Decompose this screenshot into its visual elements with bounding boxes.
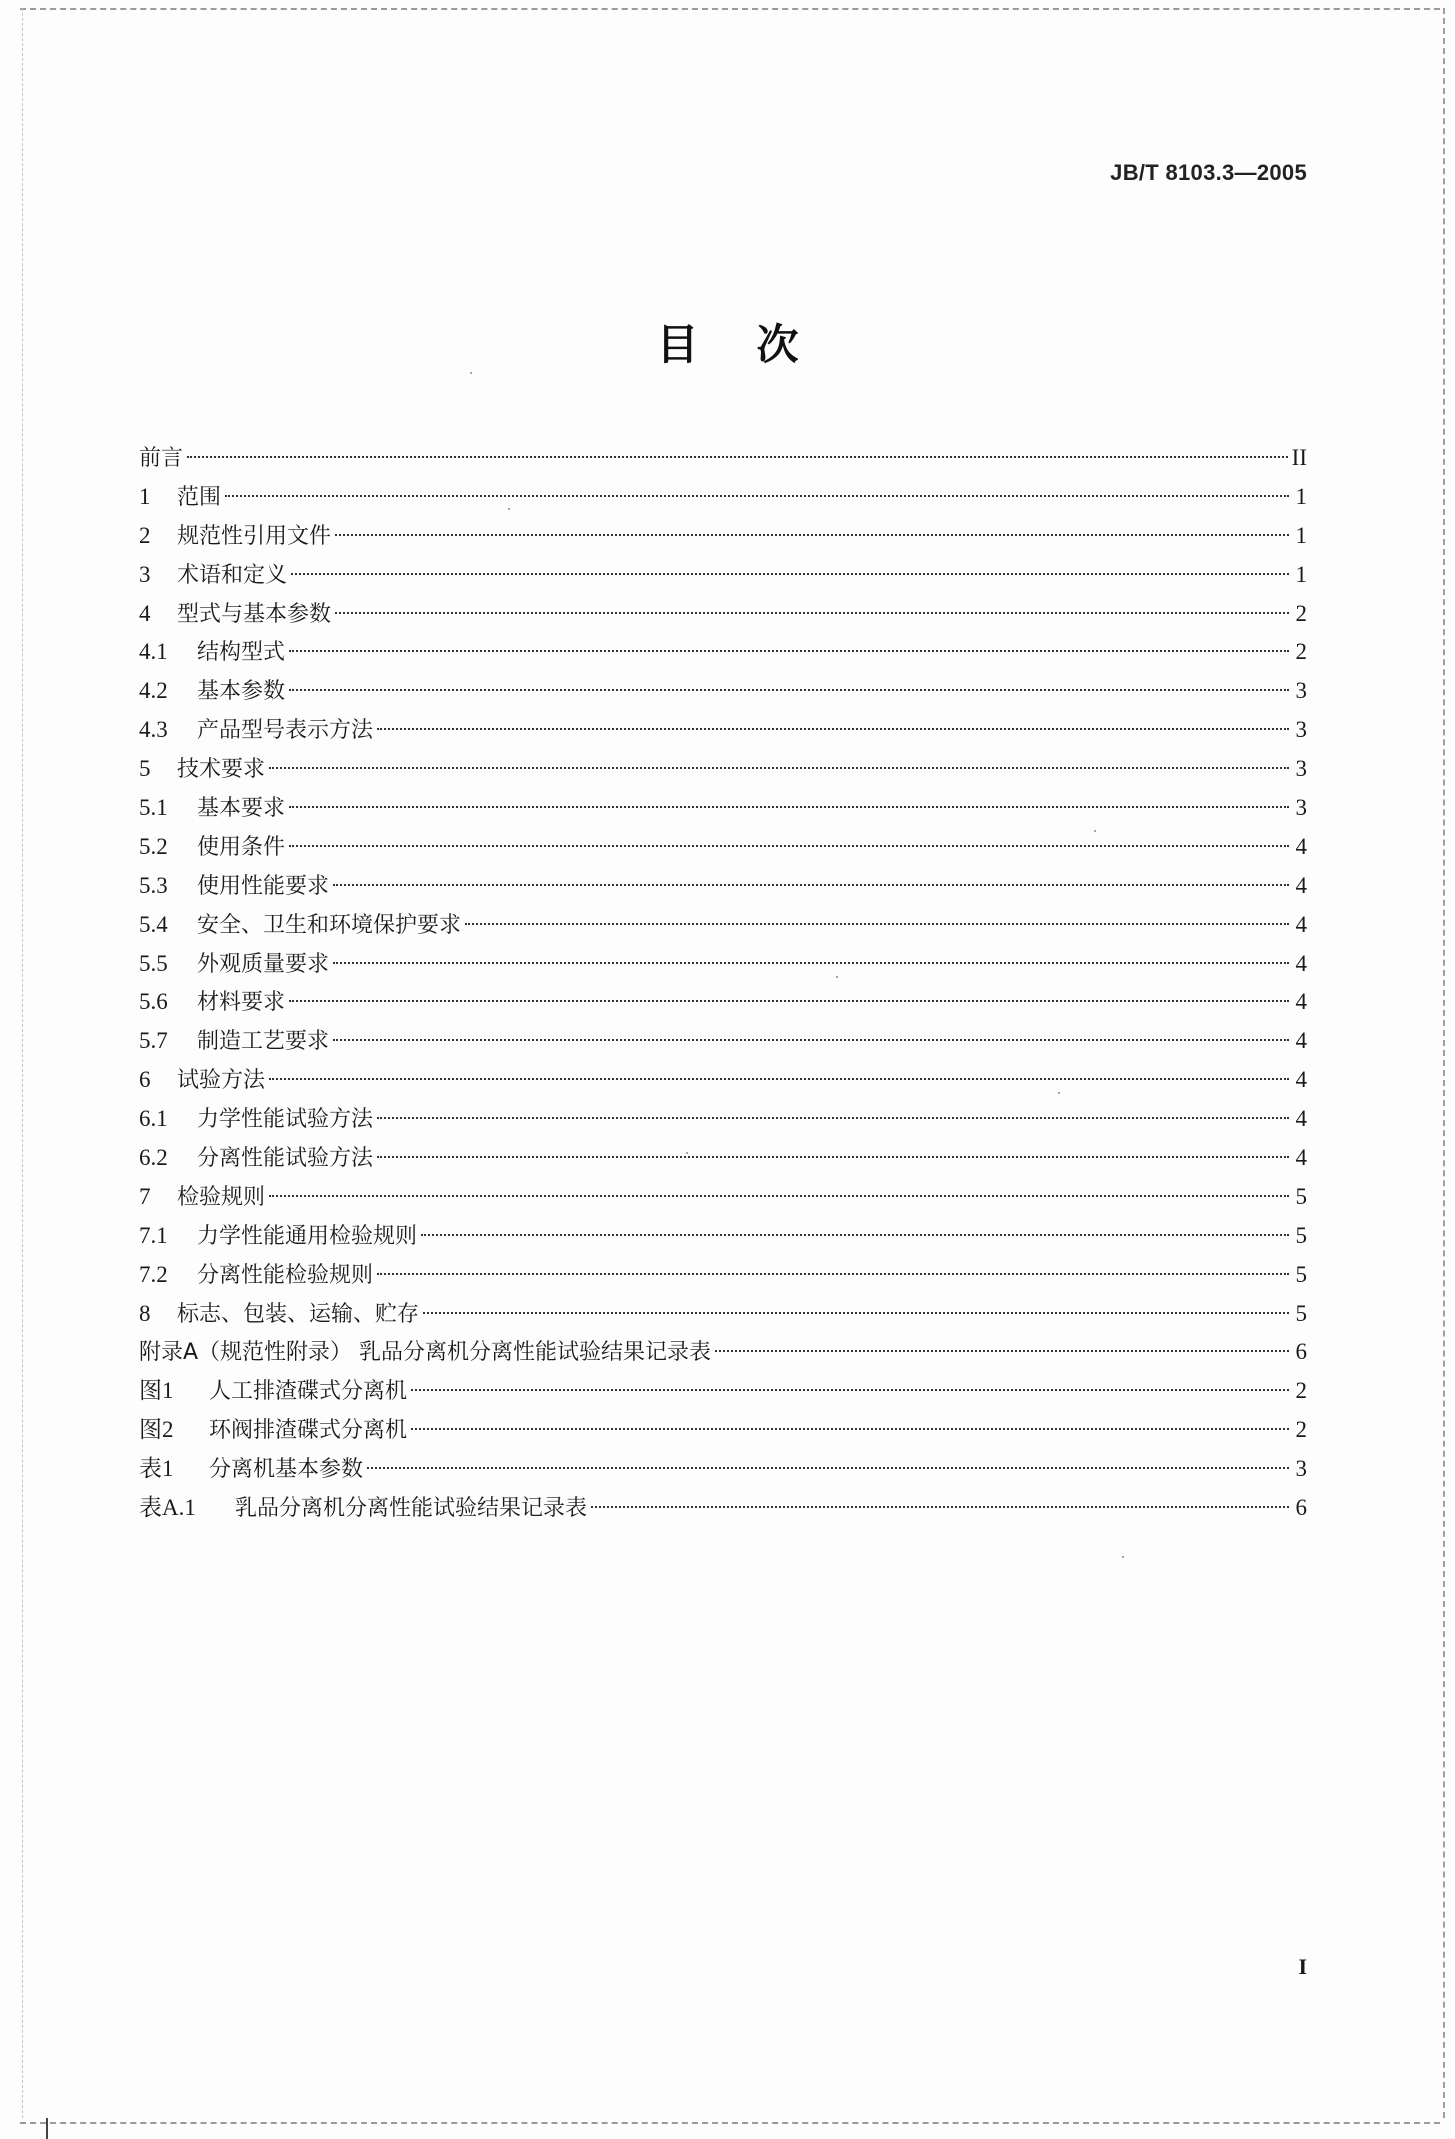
table-of-contents — [139, 439, 1307, 1528]
toc-entry-label: 产品型号表示方法 — [197, 718, 374, 744]
toc-entry-page: 6 — [1295, 1495, 1307, 1521]
toc-entry[interactable] — [139, 1333, 1307, 1372]
toc-entry-page: 4 — [1295, 833, 1307, 859]
toc-entry-number: 7.1 — [139, 1222, 168, 1248]
toc-leader-dots — [187, 456, 1288, 458]
toc-entry-label: 安全、卫生和环境保护要求 — [197, 912, 462, 938]
toc-entry-label: 材料要求 — [197, 990, 286, 1016]
toc-entry-number: 4 — [139, 600, 151, 626]
toc-entry-number: 4.2 — [139, 678, 168, 704]
toc-entry-label: 力学性能通用检验规则 — [197, 1223, 418, 1249]
toc-entry-number: 1 — [139, 483, 151, 509]
toc-entry-label: 范围 — [177, 484, 222, 510]
toc-entry-number: 6 — [139, 1067, 151, 1093]
scan-speck — [1122, 1556, 1124, 1558]
toc-entry[interactable] — [139, 1022, 1307, 1061]
toc-leader-dots — [333, 884, 1289, 886]
toc-entry-page: 1 — [1295, 561, 1307, 587]
toc-leader-dots — [715, 1350, 1289, 1352]
toc-entry-number: 5.3 — [139, 872, 168, 898]
toc-entry-number: 4.1 — [139, 639, 168, 665]
toc-entry-page: 3 — [1295, 756, 1307, 782]
toc-entry[interactable] — [139, 1178, 1307, 1217]
toc-leader-dots — [289, 689, 1289, 691]
scan-speck — [470, 372, 472, 374]
toc-entry-label: 分离性能试验方法 — [197, 1146, 374, 1172]
toc-leader-dots — [465, 923, 1289, 925]
page-number: I — [1298, 1954, 1307, 1979]
toc-leader-dots — [289, 1000, 1289, 1002]
crop-mark — [46, 2118, 48, 2139]
toc-entry-label: 制造工艺要求 — [197, 1029, 330, 1055]
toc-entry-number: 7 — [139, 1183, 151, 1209]
toc-entry-number: 7.2 — [139, 1261, 168, 1287]
toc-entry-label: 检验规则 — [177, 1184, 266, 1210]
toc-entry-label: 环阀排渣碟式分离机 — [209, 1418, 408, 1444]
toc-entry-page: 3 — [1295, 678, 1307, 704]
toc-entry-label: 使用条件 — [197, 834, 286, 860]
toc-entry-number: 图1 — [139, 1378, 174, 1404]
toc-entry[interactable] — [139, 1372, 1307, 1411]
toc-entry[interactable] — [139, 439, 1307, 478]
toc-leader-dots — [591, 1506, 1289, 1508]
toc-entry-page: 5 — [1295, 1222, 1307, 1248]
toc-leader-dots — [269, 767, 1289, 769]
toc-entry[interactable] — [139, 672, 1307, 711]
toc-leader-dots — [269, 1078, 1289, 1080]
toc-entry-number: 5.4 — [139, 911, 168, 937]
toc-entry-label: 结构型式 — [197, 640, 286, 666]
toc-entry[interactable] — [139, 1217, 1307, 1256]
toc-entry[interactable] — [139, 1139, 1307, 1178]
toc-entry-page: 2 — [1295, 1378, 1307, 1404]
toc-entry-label: 前言 — [139, 446, 184, 471]
toc-entry-label: 外观质量要求 — [197, 951, 330, 977]
toc-entry[interactable] — [139, 1295, 1307, 1334]
toc-leader-dots — [335, 612, 1289, 614]
toc-entry-page: 4 — [1295, 1028, 1307, 1054]
toc-entry-number: 表1 — [139, 1456, 174, 1482]
toc-entry-label: 基本要求 — [197, 796, 286, 822]
toc-entry-label: 人工排渣碟式分离机 — [209, 1379, 408, 1405]
toc-entry-number: 图2 — [139, 1417, 174, 1443]
toc-entry-page: 5 — [1295, 1300, 1307, 1326]
toc-entry-label: 技术要求 — [177, 757, 266, 783]
toc-entry-label: 基本参数 — [197, 679, 286, 705]
toc-entry-page: 5 — [1295, 1183, 1307, 1209]
toc-leader-dots — [289, 845, 1289, 847]
toc-leader-dots — [225, 495, 1289, 497]
toc-entry[interactable] — [139, 633, 1307, 672]
toc-entry-label: 试验方法 — [177, 1068, 266, 1094]
toc-leader-dots — [367, 1467, 1289, 1469]
toc-entry-number: 5.7 — [139, 1028, 168, 1054]
toc-entry[interactable] — [139, 517, 1307, 556]
toc-entry-page: 3 — [1295, 1456, 1307, 1482]
toc-leader-dots — [333, 1039, 1289, 1041]
toc-entry-number: 3 — [139, 561, 151, 587]
toc-entry-label: 分离机基本参数 — [209, 1457, 364, 1483]
toc-entry-page: 2 — [1295, 639, 1307, 665]
toc-entry-label: 乳品分离机分离性能试验结果记录表 — [235, 1496, 588, 1522]
toc-entry-page: 4 — [1295, 950, 1307, 976]
toc-entry-label: 力学性能试验方法 — [197, 1107, 374, 1133]
toc-entry-page: 1 — [1295, 483, 1307, 509]
toc-leader-dots — [377, 1273, 1289, 1275]
standard-code: JB/T 8103.3—2005 — [1110, 160, 1307, 185]
toc-entry-label: 规范性引用文件 — [177, 523, 332, 549]
toc-leader-dots — [411, 1428, 1289, 1430]
toc-entry-number: 5.6 — [139, 989, 168, 1015]
toc-entry[interactable] — [139, 595, 1307, 634]
toc-entry[interactable] — [139, 1411, 1307, 1450]
toc-entry-page: 4 — [1295, 989, 1307, 1015]
toc-entry[interactable] — [139, 1489, 1307, 1528]
toc-leader-dots — [333, 962, 1289, 964]
toc-entry-number: 4.3 — [139, 717, 168, 743]
toc-leader-dots — [377, 1117, 1289, 1119]
toc-entry-page: 4 — [1295, 1067, 1307, 1093]
toc-entry-page: II — [1291, 445, 1307, 470]
scan-border-bottom — [20, 2122, 1440, 2124]
toc-entry-page: 5 — [1295, 1261, 1307, 1287]
toc-entry-number: 5.2 — [139, 833, 168, 859]
toc-leader-dots — [423, 1312, 1289, 1314]
toc-entry-label: 附录A（规范性附录） 乳品分离机分离性能试验结果记录表 — [139, 1340, 712, 1366]
toc-entry-page: 1 — [1295, 522, 1307, 548]
toc-entry-number: 5.1 — [139, 795, 168, 821]
toc-entry[interactable] — [139, 867, 1307, 906]
toc-leader-dots — [377, 1156, 1289, 1158]
toc-entry[interactable] — [139, 1061, 1307, 1100]
toc-entry-number: 2 — [139, 522, 151, 548]
toc-entry-number: 8 — [139, 1300, 151, 1326]
toc-entry-page: 4 — [1295, 911, 1307, 937]
toc-leader-dots — [335, 534, 1289, 536]
toc-entry-page: 4 — [1295, 1106, 1307, 1132]
toc-entry-label: 分离性能检验规则 — [197, 1262, 374, 1288]
toc-leader-dots — [411, 1389, 1289, 1391]
toc-entry-number: 6.2 — [139, 1145, 168, 1171]
toc-entry-number: 表A.1 — [139, 1495, 196, 1521]
toc-entry[interactable] — [139, 556, 1307, 595]
toc-entry[interactable] — [139, 1256, 1307, 1295]
toc-leader-dots — [289, 806, 1289, 808]
toc-leader-dots — [377, 728, 1289, 730]
toc-entry[interactable] — [139, 789, 1307, 828]
toc-entry[interactable] — [139, 1450, 1307, 1489]
toc-entry-page: 3 — [1295, 717, 1307, 743]
toc-entry[interactable] — [139, 711, 1307, 750]
toc-leader-dots — [421, 1234, 1289, 1236]
scan-border-top — [20, 8, 1440, 10]
toc-entry-label: 术语和定义 — [177, 562, 288, 588]
toc-entry-number: 6.1 — [139, 1106, 168, 1132]
toc-entry-page: 2 — [1295, 600, 1307, 626]
toc-entry[interactable] — [139, 983, 1307, 1022]
toc-entry-label: 标志、包装、运输、贮存 — [177, 1301, 420, 1327]
toc-entry-label: 使用性能要求 — [197, 873, 330, 899]
toc-entry[interactable] — [139, 478, 1307, 517]
toc-entry-label: 型式与基本参数 — [177, 601, 332, 627]
toc-entry-page: 6 — [1295, 1339, 1307, 1365]
toc-entry[interactable] — [139, 906, 1307, 945]
toc-entry[interactable] — [139, 1100, 1307, 1139]
toc-entry-number: 5.5 — [139, 950, 168, 976]
toc-leader-dots — [289, 650, 1289, 652]
toc-entry-page: 4 — [1295, 1145, 1307, 1171]
toc-leader-dots — [269, 1195, 1289, 1197]
toc-entry-page: 4 — [1295, 872, 1307, 898]
toc-entry-page: 2 — [1295, 1417, 1307, 1443]
toc-leader-dots — [291, 573, 1289, 575]
toc-entry[interactable] — [139, 750, 1307, 789]
toc-entry[interactable] — [139, 828, 1307, 867]
page-title: 目次 — [656, 320, 857, 369]
toc-entry-number: 5 — [139, 756, 151, 782]
toc-entry[interactable] — [139, 945, 1307, 984]
toc-entry-page: 3 — [1295, 795, 1307, 821]
